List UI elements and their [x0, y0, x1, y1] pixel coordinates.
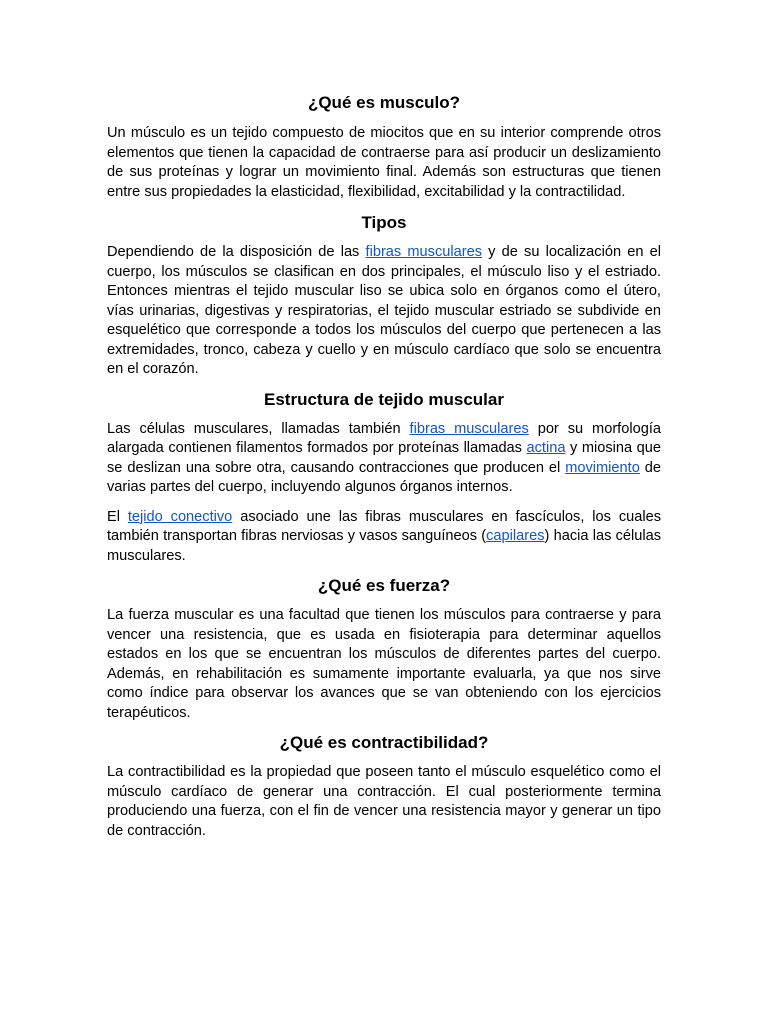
link-actina[interactable]: actina [526, 440, 566, 456]
text-run: de varias partes del cuerpo, incluyendo algunos órganos internos. [107, 459, 661, 495]
document-page [107, 92, 661, 841]
paragraph-estructura-1 [107, 420, 661, 498]
heading-que-es-fuerza: ¿Qué es fuerza? [317, 576, 451, 595]
paragraph-estructura-2 [107, 508, 661, 567]
heading-tipos: Tipos [361, 213, 407, 232]
text-run: y de su localización en el cuerpo, los músculos se clasifican en dos principales, el músculo liso y el estriado. Entonces mientras el tejido muscular liso se ubica solo en órganos como el útero, vías urinarias, digestivas y respiratorias, el tejido muscular estriado se subdivide en esquelético que corresponde a todos los músculos del cuerpo que pertenecen a las extremidades, tronco, cabeza y cuello y en músculo cardíaco que solo se encuentra en el corazón. [107, 244, 662, 377]
section-que-es-fuerza [107, 575, 661, 723]
heading-que-es-contractibilidad: ¿Qué es contractibilidad? [279, 733, 489, 752]
link-fibras-musculares-2[interactable]: fibras musculares [409, 420, 529, 437]
section-tipos [107, 212, 661, 380]
section-que-es-contractibilidad [107, 732, 661, 841]
section-estructura [107, 389, 661, 567]
link-movimiento[interactable]: movimiento [565, 459, 640, 476]
heading-estructura-tejido-muscular: Estructura de tejido muscular [264, 389, 504, 409]
link-tejido-conectivo[interactable]: tejido conectivo [127, 508, 233, 525]
paragraph-tipos [107, 243, 661, 380]
paragraph-musculo: Un músculo es un tejido compuesto de miocitos que en su interior comprende otros elementos que tienen la capacidad de contraerse para así producir un deslizamiento de sus proteínas y lograr un movimiento final. Además son estructuras que tienen entre sus propiedades la elasticidad, flexibilidad, excitabilidad y la contractilidad. [107, 125, 661, 200]
text-run: El [107, 508, 128, 525]
text-run: Dependiendo de la disposición de las [107, 244, 366, 260]
paragraph-contractibilidad: La contractibilidad es la propiedad que poseen tanto el músculo esquelético como el músculo cardíaco de generar una contracción. El cual posteriormente termina produciendo una fuerza, con el fin de vencer una resistencia mayor y generar un tipo de contracción. [107, 764, 661, 839]
text-run: Las células musculares, llamadas también [107, 420, 410, 437]
text-run: por su morfología alargada contienen filamentos formados por proteínas llamadas [107, 420, 661, 456]
text-run: ) hacia las células musculares. [107, 528, 661, 564]
text-run: asociado une las fibras musculares en fascículos, los cuales también transportan fibras nerviosas y vasos sanguíneos ( [107, 508, 662, 544]
section-que-es-musculo [107, 92, 661, 202]
text-run: y miosina que se deslizan una sobre otra, causando contracciones que producen el [107, 440, 661, 476]
heading-que-es-musculo: ¿Qué es musculo? [307, 93, 461, 112]
link-fibras-musculares[interactable]: fibras musculares [365, 244, 483, 260]
paragraph-fuerza: La fuerza muscular es una facultad que tienen los músculos para contraerse y para vencer una resistencia, que es usada en fisioterapia para determinar aquellos estados en los que se encuentran los músculos de diferentes partes del cuerpo. Además, en rehabilitación es sumamente importante evaluarla, ya que nos sirve como índice para observar los avances que se van obteniendo con los ejercicios terapéuticos. [107, 607, 661, 721]
link-capilares[interactable]: capilares [486, 528, 545, 544]
